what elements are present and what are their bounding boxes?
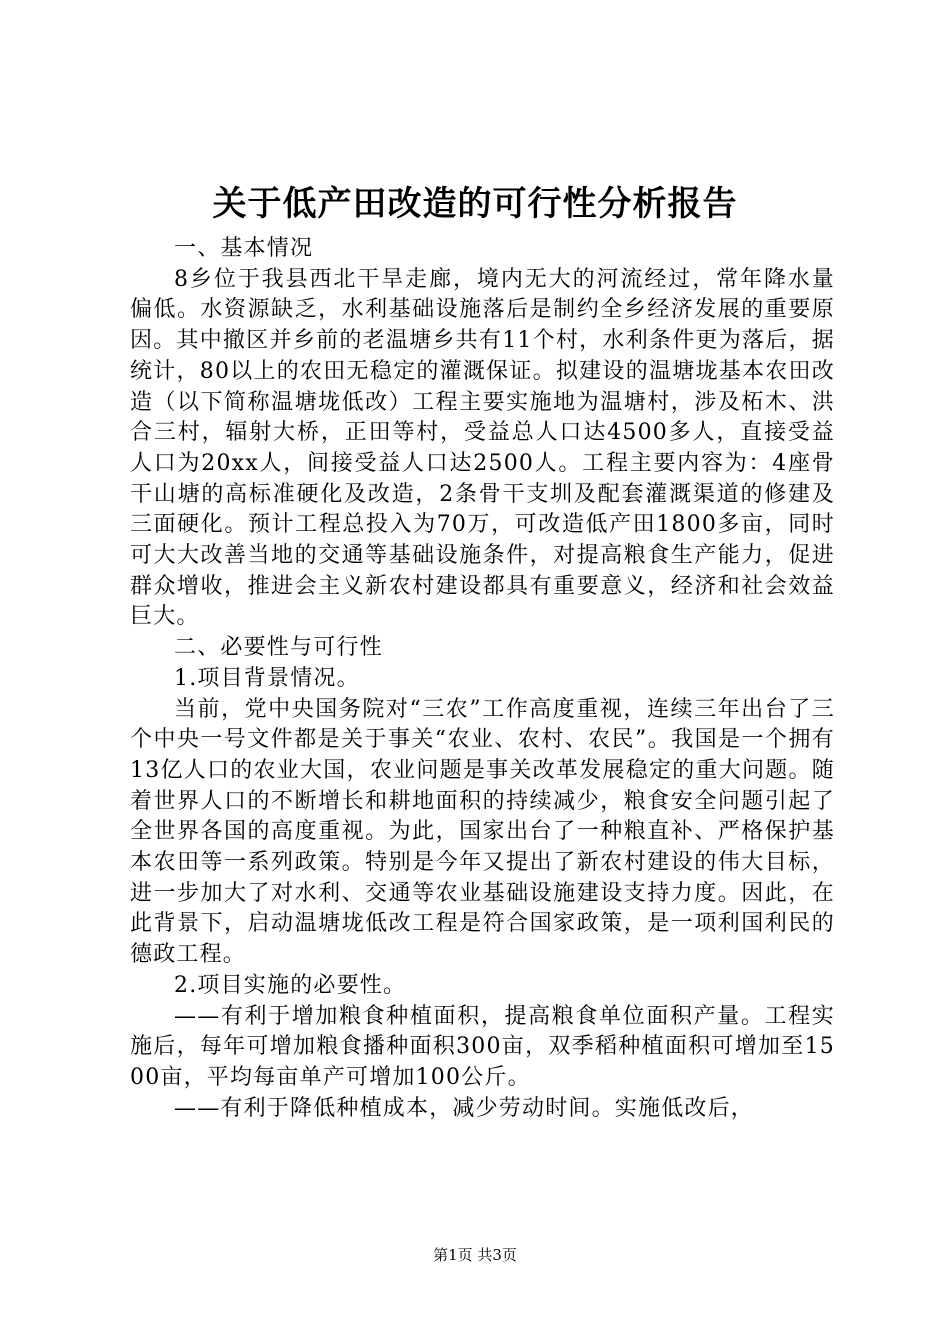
- subsection-heading: 1.项目背景情况。: [174, 665, 360, 691]
- body-paragraph: 当前，党中央国务院对“三农”工作高度重视，连续三年出台了三个中央一号文件都是关于事关“农业、农村、农民”。我国是一个拥有13亿人口的农业大国，农业问题是事关改革发展稳定的重大问题。随着世界人口的不断增长和耕地面积的持续减少，粮食安全问题引起了全世界各国的高度重视。为此，国家出台了一种粮直补、严格保护基本农田等一系列政策。特别是今年又提出了新农村建设的伟大目标，进一步加大了对水利、交通等农业基础设施建设支持力度。因此，在此背景下，启动温塘垅低改工程是符合国家政策，是一项利国利民的德政工程。: [130, 696, 835, 968]
- body-paragraph: ——有利于降低种植成本，减少劳动时间。实施低改后，: [174, 1095, 755, 1121]
- body-paragraph: ——有利于增加粮食种植面积，提高粮食单位面积产量。工程实施后，每年可增加粮食播种面积300亩，双季稻种植面积可增加至1500亩，平均每亩单产可增加100公斤。: [130, 1003, 835, 1090]
- section-heading: 一、基本情况: [174, 236, 314, 261]
- section-heading: 二、必要性与可行性: [174, 635, 383, 661]
- document-title: 关于低产田改造的可行性分析报告: [212, 184, 738, 224]
- body-paragraph: 8乡位于我县西北干旱走廊，境内无大的河流经过，常年降水量偏低。水资源缺乏，水利基础设施落后是制约全乡经济发展的重要原因。其中撤区并乡前的老温塘乡共有11个村，水利条件更为落后，据统计，80以上的农田无稳定的灌溉保证。拟建设的温塘垅基本农田改造（以下简称温塘垅低改）工程主要实施地为温塘村，涉及柘木、洪合三村，辐射大桥，正田等村，受益总人口达4500多人，直接受益人口为20xx人，间接受益人口达2500人。工程主要内容为：4座骨干山塘的高标准硬化及改造，2条骨干支圳及配套灌溉渠道的修建及三面硬化。预计工程总投入为70万，可改造低产田1800多亩，同时可大大改善当地的交通等基础设施条件，对提高粮食生产能力，促进群众增收，推进会主义新农村建设都具有重要意义，经济和社会效益巨大。: [130, 266, 835, 630]
- document-body: [130, 234, 835, 1124]
- subsection-heading: 2.项目实施的必要性。: [174, 972, 407, 998]
- page-number-footer: 第1页 共3页: [433, 1246, 517, 1264]
